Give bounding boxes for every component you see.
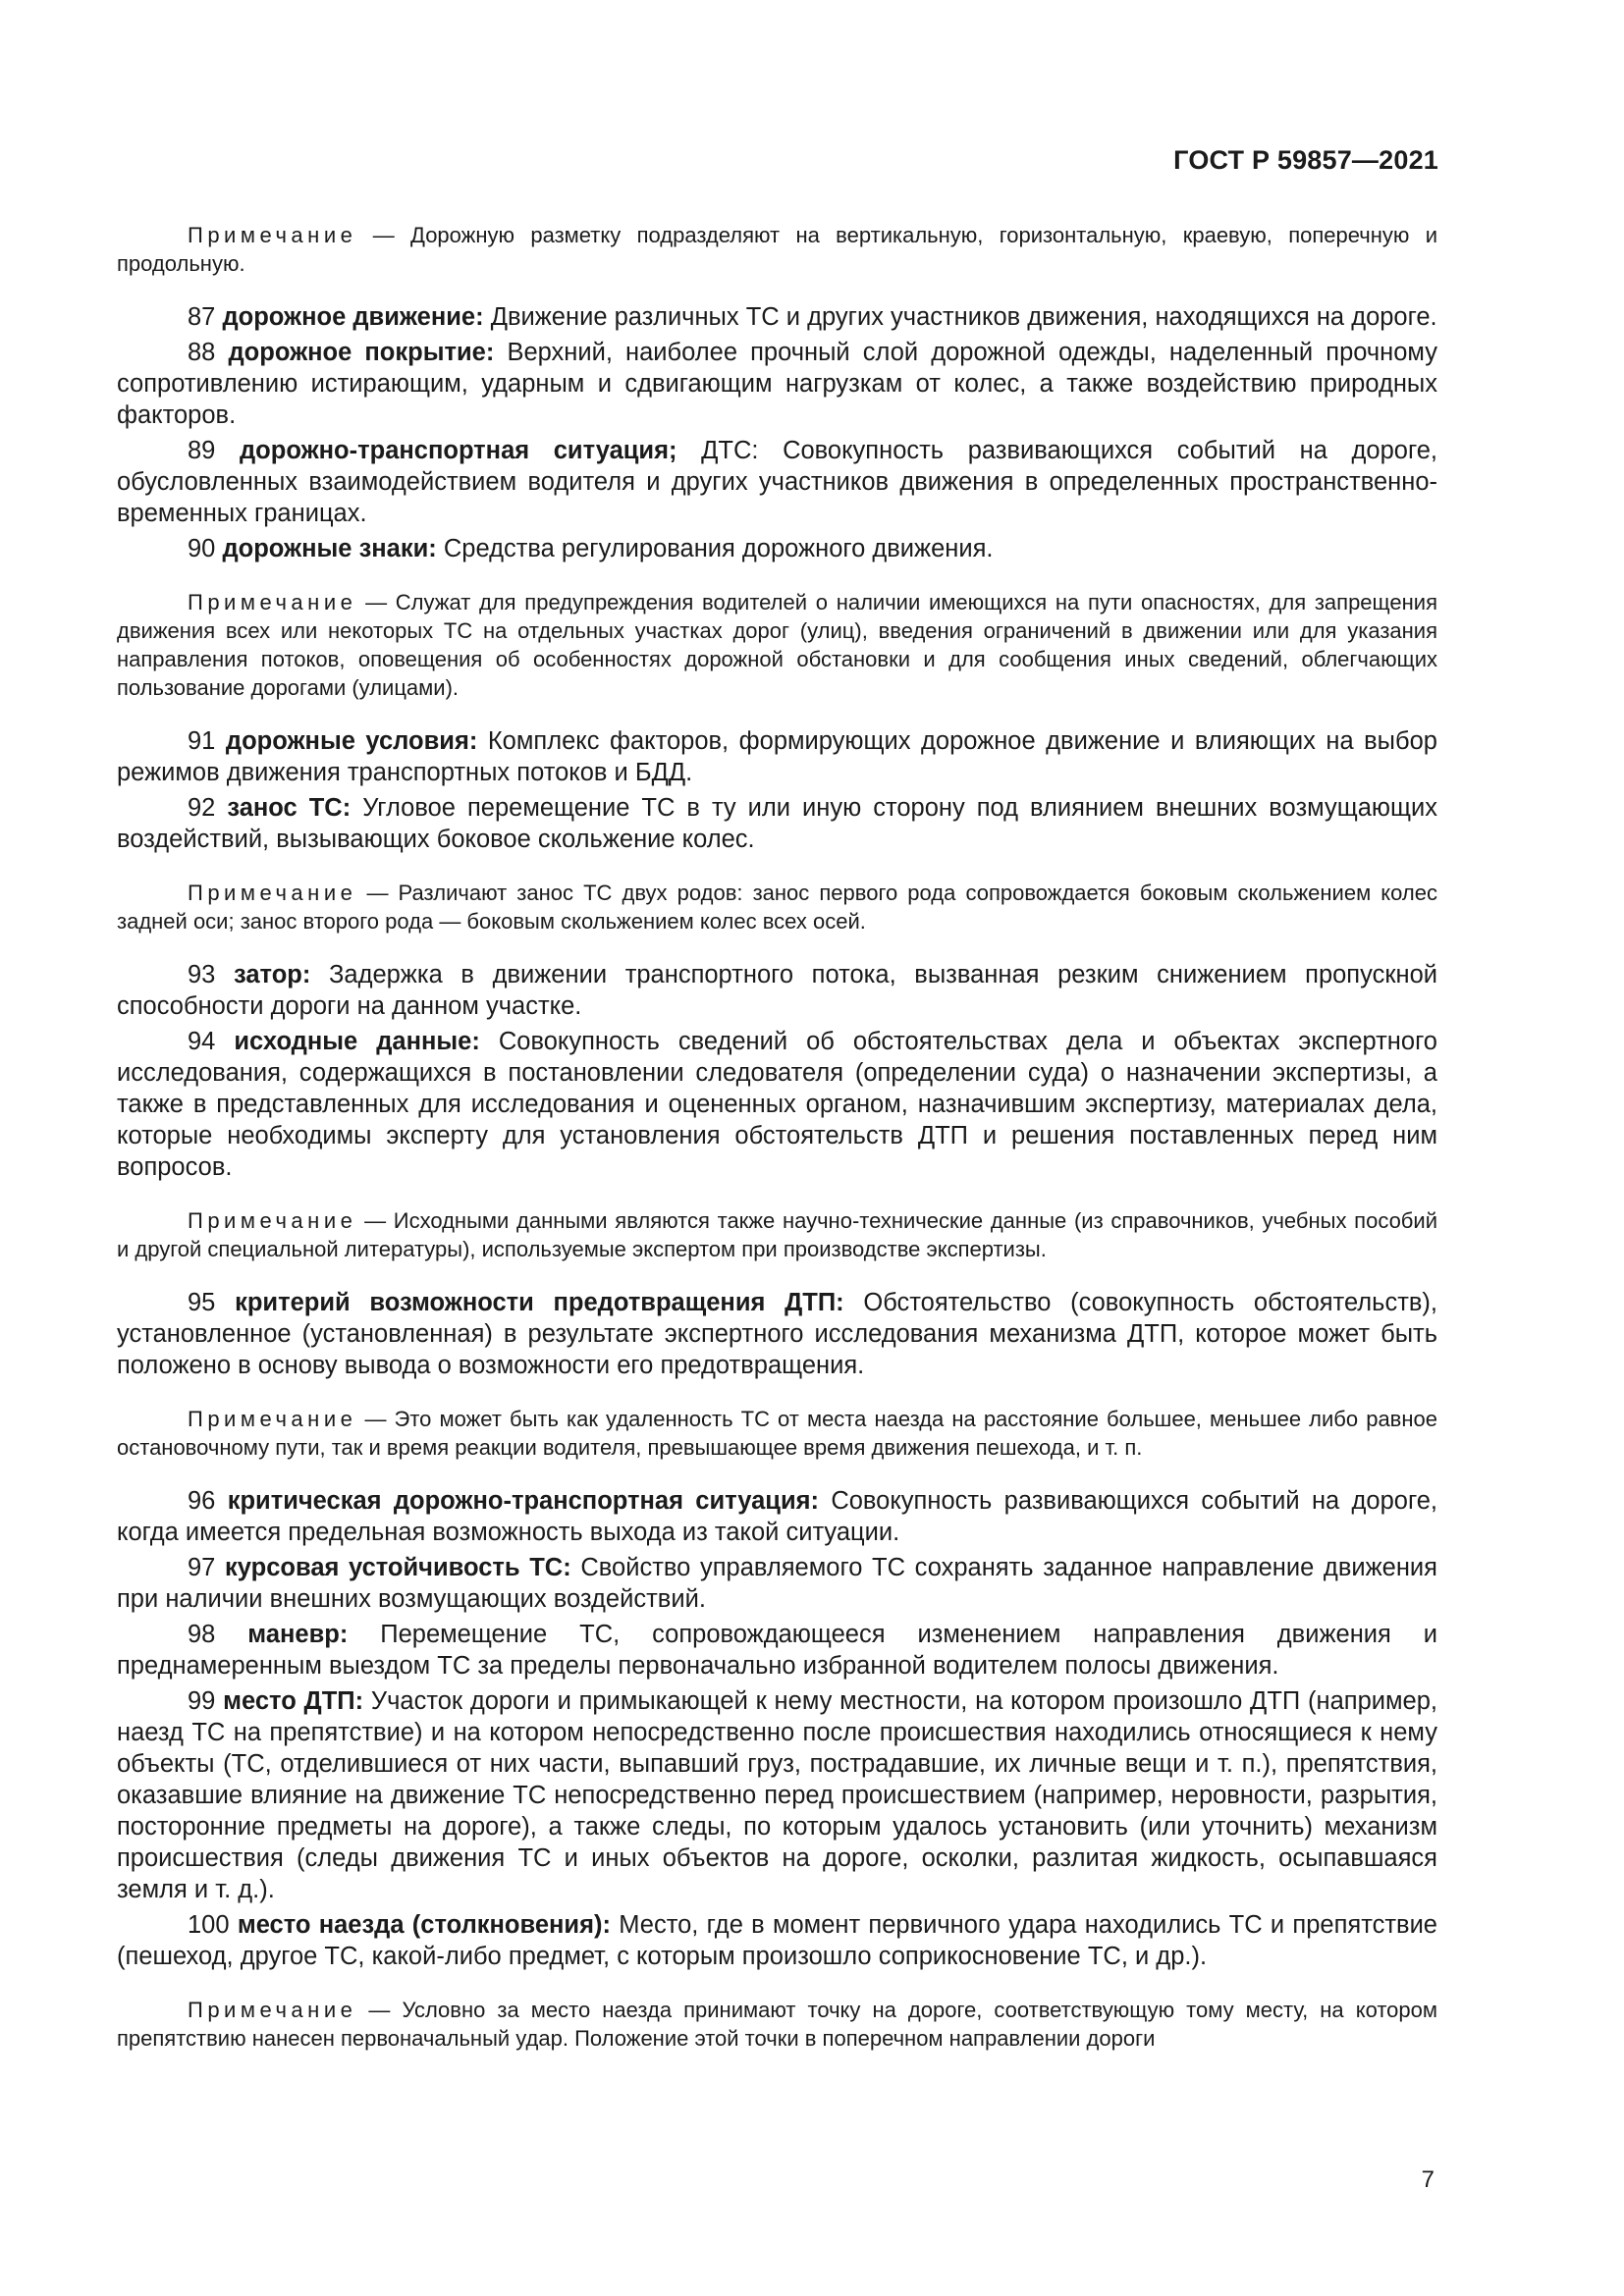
note-label: Примечание [188,1407,357,1431]
term-entry [117,337,1437,431]
note-text: — Это может быть как удаленность ТС от места наезда на расстояние большее, меньшее либо равное остановочному пути, так и время реакции водителя, превышающее время движения пешехода, и т. п. [117,1407,1437,1460]
term-name: место ДТП: [223,1687,364,1715]
term-entry [117,435,1437,529]
note-paragraph [117,1405,1437,1462]
note-text: — Дорожную разметку подразделяют на вертикальную, горизонтальную, краевую, поперечную и продольную. [117,223,1438,276]
term-entry [117,792,1437,855]
document-id-header: ГОСТ Р 59857—2021 [1173,145,1438,175]
term-name: место наезда (столкновения): [237,1911,611,1939]
term-number: 98 [188,1621,216,1648]
term-entry [117,959,1437,1022]
term-entry [117,533,1437,564]
term-entry [117,1552,1437,1615]
term-number: 95 [188,1289,216,1316]
term-number: 97 [188,1554,216,1581]
term-definition: Совокупность развивающихся событий на дороге, когда имеется предельная возможность выхода из такой ситуации. [117,1487,1437,1546]
term-name: дорожные условия: [225,727,478,755]
note-paragraph [117,879,1437,935]
term-entry [117,1485,1437,1548]
term-definition: Средства регулирования дорожного движения. [443,535,994,562]
note-paragraph [117,221,1437,278]
term-definition: Обстоятельство (совокупность обстоятельств), установленное (установленная) в результате экспертного исследования механизма ДТП, которое может быть положено в основу вывода о возможности его предотвращения. [117,1289,1438,1379]
note-text: — Различают занос ТС двух родов: занос первого рода сопровождается боковым скольжением колес задней оси; занос второго рода — боковым скольжением колес всех осей. [117,881,1437,934]
term-name: критерий возможности предотвращения ДТП: [235,1289,844,1316]
note-paragraph [117,1206,1437,1263]
term-name: маневр: [247,1621,349,1648]
term-entry [117,1909,1437,1972]
term-number: 96 [188,1487,216,1515]
term-number: 88 [188,339,216,366]
note-label: Примечание [188,590,357,614]
term-definition: Свойство управляемого ТС сохранять заданное направление движения при наличии внешних возмущающих воздействий. [117,1554,1437,1613]
note-label: Примечание [188,223,357,247]
term-number: 92 [188,794,216,822]
term-definition: Верхний, наиболее прочный слой дорожной одежды, наделенный прочному сопротивлению истирающим, ударным и сдвигающим нагрузкам от колес, а также воздействию природных факторов. [117,339,1437,429]
term-entry [117,725,1437,788]
note-paragraph [117,588,1437,702]
term-entry [117,301,1437,333]
note-text: — Условно за место наезда принимают точку на дороге, соответствующую тому месту, на котором препятствию нанесен первоначальный удар. Положение этой точки в поперечном направлении дороги [117,1998,1437,2051]
term-number: 91 [188,727,216,755]
term-definition: Совокупность сведений об обстоятельствах дела и объектах экспертного исследования, содержащихся в постановлении следователя (определении суда) о назначении экспертизы, а также в представленных для исследования и оцененных органом, назначившим экспертизу, материалах дела, которые необходимы эксперту для установления обстоятельств ДТП и решения поставленных перед ним вопросов. [117,1028,1437,1181]
term-entry [117,1619,1437,1682]
page-number: 7 [1421,2166,1435,2193]
term-definition: Перемещение ТС, сопровождающееся изменением направления движения и преднамеренным выездом ТС за пределы первоначально избранной водителем полосы движения. [117,1621,1437,1680]
note-text: — Служат для предупреждения водителей о наличии имеющихся на пути опасностях, для запрещения движения всех или некоторых ТС на отдельных участках дорог (улиц), введения ограничений в движении или для указания направления потоков, оповещения об особенностях дорожной обстановки и для сообщения иных сведений, облегчающих пользование дорогами (улицами). [117,590,1437,700]
term-definition: Комплекс факторов, формирующих дорожное движение и влияющих на выбор режимов движения транспортных потоков и БДД. [117,727,1437,786]
term-number: 90 [188,535,216,562]
term-name: исходные данные: [234,1028,480,1055]
note-paragraph [117,1996,1437,2053]
note-label: Примечание [188,1998,357,2022]
term-number: 99 [188,1687,216,1715]
term-name: дорожные знаки: [222,535,437,562]
term-number: 100 [188,1911,230,1939]
term-entry [117,1026,1437,1183]
term-name: курсовая устойчивость ТС: [225,1554,571,1581]
term-name: критическая дорожно-транспортная ситуация: [227,1487,820,1515]
term-definition: Задержка в движении транспортного потока, вызванная резким снижением пропускной способности дороги на данном участке. [117,961,1437,1020]
term-name: дорожное покрытие: [228,339,495,366]
term-number: 93 [188,961,216,988]
term-definition: Угловое перемещение ТС в ту или иную сторону под влиянием внешних возмущающих воздействий, вызывающих боковое скольжение колес. [117,794,1437,853]
term-name: занос ТС: [227,794,352,822]
note-text: — Исходными данными являются также научно-технические данные (из справочников, учебных пособий и другой специальной литературы), используемые экспертом при производстве экспертизы. [117,1208,1437,1261]
term-definition: Движение различных ТС и других участников движения, находящихся на дороге. [490,303,1437,331]
term-name: дорожно-транспортная ситуация; [240,437,677,464]
term-entry [117,1685,1437,1905]
term-number: 89 [188,437,216,464]
document-body [117,221,1437,2076]
note-label: Примечание [188,1208,357,1233]
term-name: затор: [234,961,311,988]
term-definition: Место, где в момент первичного удара находились ТС и препятствие (пешеход, другое ТС, какой-либо предмет, с которым произошло соприкосновение ТС, и др.). [117,1911,1437,1970]
term-definition: ДТС: Совокупность развивающихся событий на дороге, обусловленных взаимодействием водителя и других участников движения в определенных пространственно-временных границах. [117,437,1437,527]
term-number: 87 [188,303,216,331]
note-label: Примечание [188,881,357,905]
term-definition: Участок дороги и примыкающей к нему местности, на котором произошло ДТП (например, наезд ТС на препятствие) и на котором непосредственно после происшествия находились относящиеся к нему объекты (ТС, отделившиеся от них части, выпавший груз, пострадавшие, их личные вещи и т. п.), препятствия, оказавшие влияние на движение ТС непосредственно перед происшествием (например, неровности, разрытия, посторонние предметы на дороге), а также следы, по которым удалось установить (или уточнить) механизм происшествия (следы движения ТС и иных объектов на дороге, осколки, разлитая жидкость, осыпавшаяся земля и т. д.). [117,1687,1437,1903]
term-entry [117,1287,1437,1381]
term-number: 94 [188,1028,216,1055]
term-name: дорожное движение: [222,303,484,331]
